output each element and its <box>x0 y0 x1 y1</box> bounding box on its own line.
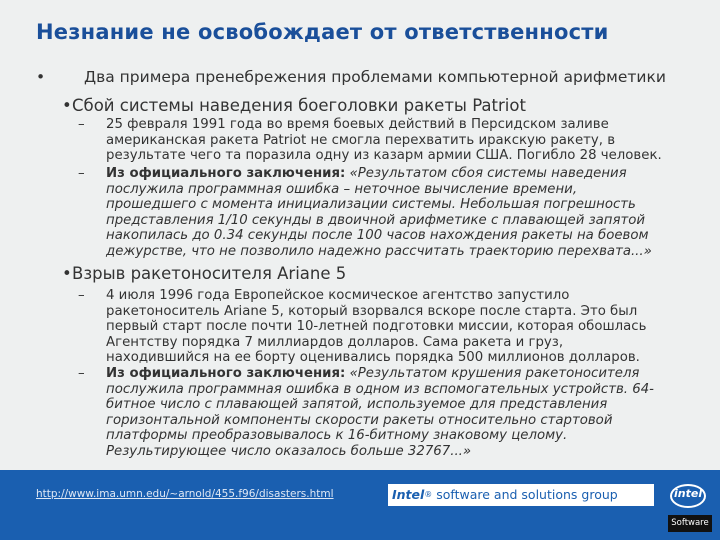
bullet-marker: • <box>62 96 72 115</box>
section-heading-text: Сбой системы наведения боеголовки ракеты Patriot <box>72 96 526 115</box>
quote-line: горизонтальной компоненты скорости ракеты относительно стартовой <box>106 412 613 428</box>
quote-line: прошедшего с момента инициализации системы. Небольшая погрешность <box>106 197 636 213</box>
section-heading-text: Взрыв ракетоносителя Ariane 5 <box>72 264 347 283</box>
quote-line: «Результатом крушения ракетоносителя <box>345 366 640 381</box>
dash-marker: – <box>78 366 85 381</box>
dash-marker: – <box>78 166 85 181</box>
list-item-patriot-event <box>78 117 688 164</box>
logo-subtitle: Software <box>668 515 712 532</box>
quote-line: послужила программная ошибка – неточное вычисление времени, <box>106 181 578 197</box>
line: первый старт после почти 10-летней подготовки миссии, которая обошлась <box>106 319 647 335</box>
line: находившийся на ее борту оценивались порядка 500 миллионов долларов. <box>106 350 640 366</box>
logo-word: intel <box>674 487 703 500</box>
slide-title: Незнание не освобождает от ответственности <box>36 20 609 44</box>
section-heading-patriot <box>62 96 526 115</box>
list-item-ariane-event <box>78 288 688 366</box>
conclusion-label: Из официального заключения: <box>106 366 346 381</box>
quote-line: послужила программная ошибка в одном из вспомогательных устройств. 64- <box>106 381 654 397</box>
brand-banner <box>388 484 654 506</box>
quote-line: дежурстве, что не позволило надежно рассчитать траекторию перехвата...» <box>106 243 652 259</box>
quote-line: Результирующее число оказалось больше 32767...» <box>106 443 472 459</box>
bullet-marker: • <box>36 68 46 86</box>
conclusion-label: Из официального заключения: <box>106 166 346 181</box>
section-heading-ariane <box>62 264 346 283</box>
quote-line: платформы преобразовывалось к 16-битному знаковому целому. <box>106 428 568 444</box>
quote-line: представления 1/10 секунды в двоичной арифметике с плавающей запятой <box>106 212 646 228</box>
line: Агентству порядка 7 миллиардов долларов. Сама ракета и груз, <box>106 334 564 350</box>
list-item-ariane-conclusion <box>78 366 688 460</box>
bullet-marker: • <box>62 264 72 283</box>
main-bullet-text: Два примера пренебрежения проблемами компьютерной арифметики <box>84 68 666 86</box>
quote-line: битное число с плавающей запятой, используемое для представления <box>106 397 608 413</box>
quote-line: накопилась до 0.34 секунды после 100 часов нахождения ракеты на боевом <box>106 228 649 244</box>
dash-marker: – <box>78 288 85 303</box>
brand-tagline: software and solutions group <box>432 487 618 502</box>
list-item-patriot-conclusion <box>78 166 688 260</box>
line: 4 июля 1996 года Европейское космическое агентство запустило <box>106 288 570 303</box>
quote-line: «Результатом сбоя системы наведения <box>345 166 627 181</box>
line: ракетоноситель Ariane 5, который взорвался вскоре после старта. Это был <box>106 303 638 319</box>
line: результате чего та поразила одну из казарм армии США. Погибло 28 человек. <box>106 148 662 164</box>
source-link[interactable]: http://www.ima.umn.edu/~arnold/455.f96/disasters.html <box>36 488 334 500</box>
line: 25 февраля 1991 года во время боевых действий в Персидском заливе <box>106 117 609 132</box>
brand-intel: Intel <box>392 487 425 502</box>
brand-registered: ® <box>424 490 433 499</box>
intel-logo <box>668 476 712 532</box>
dash-marker: – <box>78 117 85 132</box>
line: американская ракета Patriot не смогла перехватить иракскую ракету, в <box>106 132 616 148</box>
